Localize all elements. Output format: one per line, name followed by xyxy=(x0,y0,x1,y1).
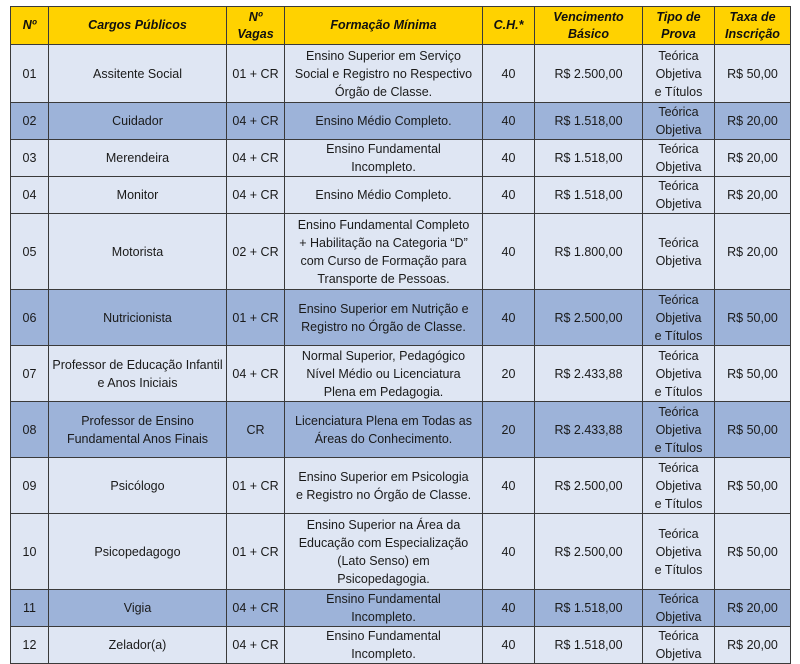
cell-taxa: R$ 50,00 xyxy=(715,458,791,514)
cell-formacao: Ensino Médio Completo. xyxy=(285,177,483,214)
cell-ch: 20 xyxy=(483,402,535,458)
cell-cargo: Zelador(a) xyxy=(49,627,227,664)
cell-prova: Teórica Objetiva xyxy=(643,214,715,290)
header-ch: C.H.* xyxy=(483,7,535,45)
header-formacao: Formação Mínima xyxy=(285,7,483,45)
cell-vagas: 01 + CR xyxy=(227,45,285,103)
table-row xyxy=(11,103,791,140)
cell-cargo: Psicopedagogo xyxy=(49,514,227,590)
cell-taxa: R$ 50,00 xyxy=(715,290,791,346)
cell-prova: Teórica Objetiva xyxy=(643,103,715,140)
header-taxa: Taxa de Inscrição xyxy=(715,7,791,45)
cell-num: 10 xyxy=(11,514,49,590)
cell-num: 02 xyxy=(11,103,49,140)
cell-ch: 40 xyxy=(483,627,535,664)
cell-taxa: R$ 50,00 xyxy=(715,514,791,590)
cell-formacao: Ensino Fundamental Incompleto. xyxy=(285,140,483,177)
cell-num: 12 xyxy=(11,627,49,664)
cell-num: 08 xyxy=(11,402,49,458)
cell-vencimento: R$ 2.500,00 xyxy=(535,290,643,346)
cell-taxa: R$ 20,00 xyxy=(715,590,791,627)
header-prova: Tipo de Prova xyxy=(643,7,715,45)
cell-vencimento: R$ 2.500,00 xyxy=(535,45,643,103)
cell-cargo: Psicólogo xyxy=(49,458,227,514)
cell-formacao: Normal Superior, Pedagógico Nível Médio ou Licenciatura Plena em Pedagogia. xyxy=(285,346,483,402)
cell-prova: Teórica Objetiva xyxy=(643,627,715,664)
table-row xyxy=(11,346,791,402)
table-row xyxy=(11,458,791,514)
cell-vencimento: R$ 1.518,00 xyxy=(535,140,643,177)
cell-formacao: Ensino Fundamental Completo + Habilitação na Categoria “D” com Curso de Formação para Transporte de Pessoas. xyxy=(285,214,483,290)
header-vencimento: Vencimento Básico xyxy=(535,7,643,45)
cell-ch: 40 xyxy=(483,214,535,290)
cell-cargo: Vigia xyxy=(49,590,227,627)
cell-num: 01 xyxy=(11,45,49,103)
cell-formacao: Ensino Fundamental Incompleto. xyxy=(285,627,483,664)
cell-vencimento: R$ 2.500,00 xyxy=(535,514,643,590)
cell-ch: 40 xyxy=(483,458,535,514)
cell-prova: Teórica Objetiva e Títulos xyxy=(643,290,715,346)
table-row xyxy=(11,590,791,627)
cell-ch: 20 xyxy=(483,346,535,402)
cell-taxa: R$ 50,00 xyxy=(715,402,791,458)
cell-prova: Teórica Objetiva xyxy=(643,140,715,177)
cell-taxa: R$ 20,00 xyxy=(715,627,791,664)
cell-cargo: Monitor xyxy=(49,177,227,214)
table-row xyxy=(11,45,791,103)
cell-formacao: Ensino Médio Completo. xyxy=(285,103,483,140)
table-row xyxy=(11,514,791,590)
cell-taxa: R$ 50,00 xyxy=(715,45,791,103)
cell-formacao: Ensino Superior em Psicologia e Registro no Órgão de Classe. xyxy=(285,458,483,514)
cell-vencimento: R$ 1.518,00 xyxy=(535,590,643,627)
cell-taxa: R$ 20,00 xyxy=(715,103,791,140)
cell-ch: 40 xyxy=(483,103,535,140)
cell-prova: Teórica Objetiva xyxy=(643,590,715,627)
cell-prova: Teórica Objetiva xyxy=(643,177,715,214)
cell-vagas: 04 + CR xyxy=(227,627,285,664)
cell-vencimento: R$ 2.500,00 xyxy=(535,458,643,514)
cell-vencimento: R$ 1.518,00 xyxy=(535,627,643,664)
table-row xyxy=(11,402,791,458)
header-vagas: Nº Vagas xyxy=(227,7,285,45)
cell-vagas: 04 + CR xyxy=(227,346,285,402)
cell-taxa: R$ 20,00 xyxy=(715,214,791,290)
cell-formacao: Licenciatura Plena em Todas as Áreas do Conhecimento. xyxy=(285,402,483,458)
cell-taxa: R$ 20,00 xyxy=(715,177,791,214)
cell-vagas: 04 + CR xyxy=(227,590,285,627)
table-row xyxy=(11,214,791,290)
cargos-table xyxy=(10,6,791,664)
cell-formacao: Ensino Superior na Área da Educação com Especialização (Lato Senso) em Psicopedagogia. xyxy=(285,514,483,590)
header-cargo: Cargos Públicos xyxy=(49,7,227,45)
cell-vagas: 04 + CR xyxy=(227,140,285,177)
cell-num: 07 xyxy=(11,346,49,402)
cell-vagas: 01 + CR xyxy=(227,290,285,346)
cell-prova: Teórica Objetiva e Títulos xyxy=(643,346,715,402)
cell-cargo: Motorista xyxy=(49,214,227,290)
cell-ch: 40 xyxy=(483,177,535,214)
cell-cargo: Merendeira xyxy=(49,140,227,177)
cell-prova: Teórica Objetiva e Títulos xyxy=(643,45,715,103)
cell-vencimento: R$ 2.433,88 xyxy=(535,402,643,458)
header-num: Nº xyxy=(11,7,49,45)
cell-cargo: Professor de Educação Infantil e Anos Iniciais xyxy=(49,346,227,402)
table-row xyxy=(11,290,791,346)
cell-prova: Teórica Objetiva e Títulos xyxy=(643,402,715,458)
cell-taxa: R$ 20,00 xyxy=(715,140,791,177)
cell-vagas: 01 + CR xyxy=(227,458,285,514)
cell-formacao: Ensino Fundamental Incompleto. xyxy=(285,590,483,627)
cell-num: 05 xyxy=(11,214,49,290)
cell-vencimento: R$ 2.433,88 xyxy=(535,346,643,402)
cell-cargo: Nutricionista xyxy=(49,290,227,346)
cell-cargo: Assitente Social xyxy=(49,45,227,103)
cell-ch: 40 xyxy=(483,590,535,627)
cell-cargo: Professor de Ensino Fundamental Anos Finais xyxy=(49,402,227,458)
cell-ch: 40 xyxy=(483,45,535,103)
cell-prova: Teórica Objetiva e Títulos xyxy=(643,514,715,590)
cell-cargo: Cuidador xyxy=(49,103,227,140)
cell-vencimento: R$ 1.518,00 xyxy=(535,177,643,214)
cell-vagas: 04 + CR xyxy=(227,103,285,140)
cell-vagas: 04 + CR xyxy=(227,177,285,214)
cell-num: 06 xyxy=(11,290,49,346)
cell-vencimento: R$ 1.518,00 xyxy=(535,103,643,140)
cell-vagas: 02 + CR xyxy=(227,214,285,290)
cell-ch: 40 xyxy=(483,514,535,590)
cell-ch: 40 xyxy=(483,290,535,346)
table-row xyxy=(11,177,791,214)
cell-ch: 40 xyxy=(483,140,535,177)
cell-num: 04 xyxy=(11,177,49,214)
cell-formacao: Ensino Superior em Serviço Social e Registro no Respectivo Órgão de Classe. xyxy=(285,45,483,103)
table-row xyxy=(11,140,791,177)
cell-num: 09 xyxy=(11,458,49,514)
cell-vencimento: R$ 1.800,00 xyxy=(535,214,643,290)
cell-vagas: CR xyxy=(227,402,285,458)
table-row xyxy=(11,627,791,664)
cell-num: 11 xyxy=(11,590,49,627)
cell-vagas: 01 + CR xyxy=(227,514,285,590)
cell-prova: Teórica Objetiva e Títulos xyxy=(643,458,715,514)
cell-num: 03 xyxy=(11,140,49,177)
cell-formacao: Ensino Superior em Nutrição e Registro no Órgão de Classe. xyxy=(285,290,483,346)
header-row xyxy=(11,7,791,45)
cell-taxa: R$ 50,00 xyxy=(715,346,791,402)
